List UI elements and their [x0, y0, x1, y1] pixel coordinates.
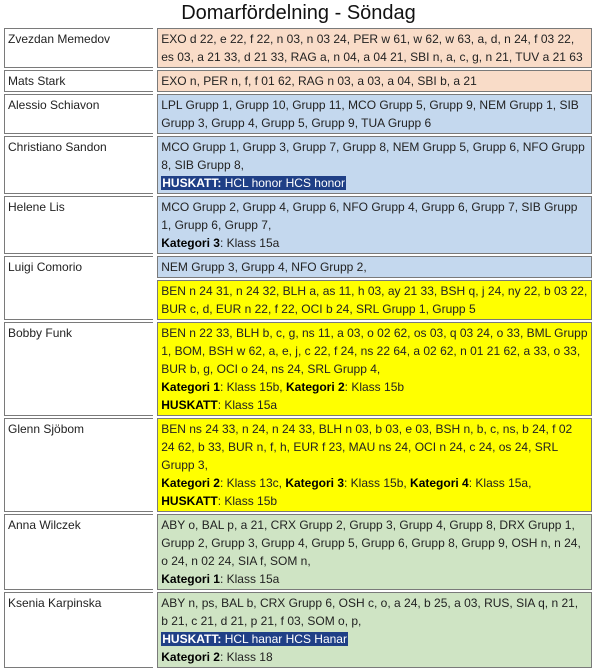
referee-name: Bobby Funk — [4, 322, 153, 416]
page-title: Domarfördelning - Söndag — [181, 2, 416, 24]
kategori-value: : Klass 13c, — [219, 476, 286, 490]
referee-name: Christiano Sandon — [4, 136, 153, 194]
huskatt-label: HUSKATT — [161, 398, 218, 412]
table-row — [4, 418, 592, 512]
assignment-text: NEM Grupp 3, Grupp 4, NFO Grupp 2, — [161, 260, 367, 274]
assignment-text: LPL Grupp 1, Grupp 10, Grupp 11, MCO Grupp 5, Grupp 9, NEM Grupp 1, SIB Grupp 3, Grupp 4, Grupp 5, Grupp 9, TUA Grupp 6 — [161, 98, 579, 130]
assignment-text: BEN n 22 33, BLH b, c, g, ns 11, a 03, o 02 62, os 03, q 03 24, o 33, BML Grupp 1, BOM, BSH w 62, a, e, j, c 22, f 24, ns 22 64, a 02 62, n 01 21 62, a 33, o 33, BUR b, g, OCI o 24, ns 24, SRL Grupp 4, — [161, 326, 588, 376]
referee-name: Helene Lis — [4, 196, 153, 254]
assignment-text: EXO d 22, e 22, f 22, n 03, n 03 24, PER w 61, w 62, w 63, a, d, n 24, f 03 22, es 03, a 21 33, d 21 33, RAG a, n 04, a 04 21, SBI n, a, c, g, n 21, TUV a 21 63 — [161, 32, 583, 64]
table-row — [4, 136, 592, 194]
kategori-label: Kategori 4 — [410, 476, 469, 490]
referee-name: Mats Stark — [4, 70, 153, 92]
referee-table — [4, 28, 592, 668]
table-row — [4, 28, 592, 68]
huskatt-label: HUSKATT: — [162, 176, 222, 190]
kategori-value: : Klass 15b, — [344, 476, 411, 490]
assignment-cell — [153, 514, 592, 590]
referee-name: Luigi Comorio — [4, 256, 153, 320]
assignment-segment — [157, 256, 592, 278]
table-row — [4, 70, 592, 92]
kategori-label: Kategori 2 — [161, 476, 220, 490]
huskatt-label: HUSKATT: — [162, 632, 222, 646]
assignment-text: MCO Grupp 1, Grupp 3, Grupp 7, Grupp 8, NEM Grupp 5, Grupp 6, NFO Grupp 8, SIB Grupp 8, — [161, 140, 585, 172]
assignment-cell — [153, 196, 592, 254]
assignment-segment — [157, 196, 592, 254]
assignment-cell — [153, 256, 592, 320]
table-row — [4, 322, 592, 416]
kategori-label: Kategori 3 — [285, 476, 344, 490]
referee-name: Ksenia Karpinska — [4, 592, 153, 668]
table-row — [4, 196, 592, 254]
assignment-text: MCO Grupp 2, Grupp 4, Grupp 6, NFO Grupp 4, Grupp 6, Grupp 7, SIB Grupp 1, Grupp 6, Grupp 7, — [161, 200, 578, 232]
kategori-label: Kategori 1 — [161, 380, 220, 394]
assignment-segment — [157, 94, 592, 134]
assignment-segment — [157, 28, 592, 68]
assignment-segment — [157, 418, 592, 512]
huskatt-value: : Klass 15a — [217, 398, 278, 412]
assignment-text: BEN ns 24 33, n 24, n 24 33, BLH n 03, b 03, e 03, BSH n, b, c, ns, b 24, f 02 24 62, b 33, BUR n, f, h, EUR f 23, MAU ns 24, OCI n 24, c 24, os 24, SRL Grupp 3, — [161, 422, 573, 472]
kategori-value: : Klass 15b — [344, 380, 405, 394]
huskatt-label: HUSKATT — [161, 494, 218, 508]
assignment-segment — [157, 280, 592, 320]
assignment-cell — [153, 94, 592, 134]
huskatt-value: HCL honor HCS honor — [221, 176, 345, 190]
huskatt-highlight — [161, 176, 346, 190]
assignment-cell — [153, 70, 592, 92]
table-row — [4, 592, 592, 668]
kategori-label: Kategori 2 — [161, 650, 220, 664]
assignment-cell — [153, 136, 592, 194]
assignment-segment — [157, 592, 592, 668]
kategori-value: : Klass 18 — [219, 650, 273, 664]
assignment-cell — [153, 28, 592, 68]
kategori-value: : Klass 15a — [219, 236, 280, 250]
kategori-label: Kategori 2 — [285, 380, 345, 394]
referee-name: Alessio Schiavon — [4, 94, 153, 134]
huskatt-value: : Klass 15b — [217, 494, 278, 508]
table-row — [4, 514, 592, 590]
referee-name: Zvezdan Memedov — [4, 28, 153, 68]
assignment-segment — [157, 70, 592, 92]
kategori-label: Kategori 1 — [161, 572, 220, 586]
assignment-text: ABY o, BAL p, a 21, CRX Grupp 2, Grupp 3, Grupp 4, Grupp 8, DRX Grupp 1, Grupp 2, Grupp 3, Grupp 4, Grupp 5, Grupp 6, Grupp 8, Grupp 9, OSH n, n 24, o 24, n 02 24, SIA f, SOM n, — [161, 518, 581, 568]
assignment-segment — [157, 322, 592, 416]
referee-name: Glenn Sjöbom — [4, 418, 153, 512]
assignment-segment — [157, 136, 592, 194]
huskatt-value: HCL hanar HCS Hanar — [221, 632, 347, 646]
table-row — [4, 256, 592, 320]
kategori-value: : Klass 15b, — [219, 380, 286, 394]
assignment-cell — [153, 418, 592, 512]
kategori-value: : Klass 15a, — [468, 476, 532, 490]
assignment-cell — [153, 322, 592, 416]
kategori-label: Kategori 3 — [161, 236, 220, 250]
kategori-value: : Klass 15a — [219, 572, 280, 586]
assignment-text: BEN n 24 31, n 24 32, BLH a, as 11, h 03, ay 21 33, BSH q, j 24, ny 22, b 03 22, BUR c, d, EUR n 22, f 22, OCI b 24, SRL Grupp 1, Grupp 5 — [161, 284, 588, 316]
referee-name: Anna Wilczek — [4, 514, 153, 590]
assignment-cell — [153, 592, 592, 668]
huskatt-highlight — [161, 632, 348, 646]
assignment-text: ABY n, ps, BAL b, CRX Grupp 6, OSH c, o, a 24, b 25, a 03, RUS, SIA q, n 21, b 21, c 21, d 21, p 21, f 03, SOM o, p, — [161, 596, 579, 628]
table-row — [4, 94, 592, 134]
assignment-segment — [157, 514, 592, 590]
assignment-text: EXO n, PER n, f, f 01 62, RAG n 03, a 03, a 04, SBI b, a 21 — [161, 74, 477, 88]
